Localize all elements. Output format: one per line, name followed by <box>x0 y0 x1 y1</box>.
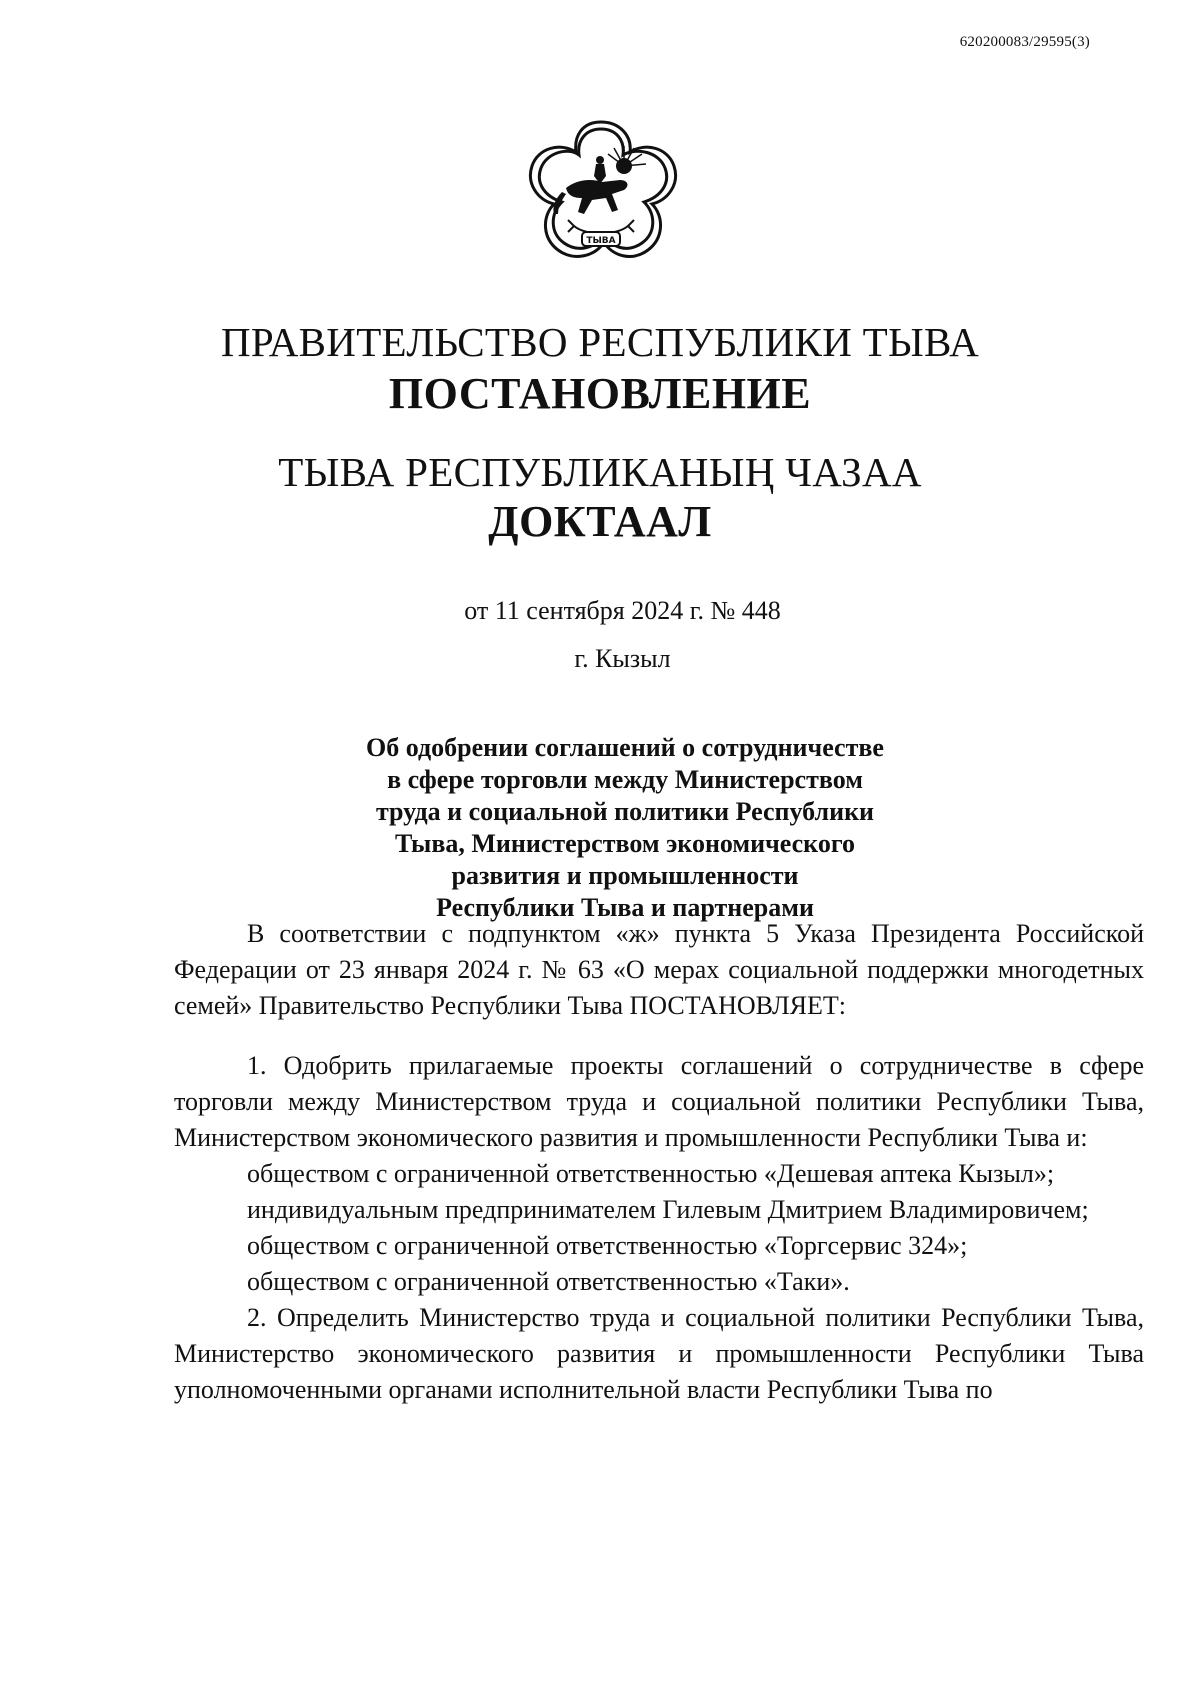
preamble-paragraph <box>174 916 1144 1024</box>
subject-line: Тыва, Министерством экономического <box>395 829 855 858</box>
decree-heading: ПОСТАНОВЛЕНИЕ <box>388 369 812 418</box>
document-id: 620200083/29595(3) <box>959 34 1090 50</box>
decree-subject <box>340 732 910 924</box>
partner-item: обществом с ограниченной ответственностью «Дешевая аптека Кызыл»; <box>247 1159 1055 1188</box>
partner-item: индивидуальным предпринимателем Гилевым Дмитрием Владимировичем; <box>247 1195 1089 1224</box>
government-title: ПРАВИТЕЛЬСТВО РЕСПУБЛИКИ ТЫВА <box>220 319 980 365</box>
decree-city: г. Кызыл <box>574 644 671 673</box>
item-1-paragraph <box>174 1048 1144 1408</box>
subject-line: Об одобрении соглашений о сотрудничестве <box>366 733 884 762</box>
svg-text:ТЫВА: ТЫВА <box>586 236 616 246</box>
partner-item: обществом с ограниченной ответственностью «Таки». <box>247 1267 850 1296</box>
subject-line: развития и промышленности <box>451 861 799 890</box>
subject-line: Республики Тыва и партнерами <box>436 893 814 922</box>
preamble-text: В соответствии с подпунктом «ж» пункта 5 Указа Президента Российской Федерации от 23 января 2024 г. № 63 «О мерах социальной поддержки многодетных семей» Правительство Республики Тыва ПОСТАНОВЛЯЕТ: <box>174 919 1144 1020</box>
government-title-tyvan: ТЫВА РЕСПУБЛИКАНЫҢ ЧАЗАА <box>278 449 922 495</box>
item-1-text: 1. Одобрить прилагаемые проекты соглашений о сотрудничестве в сфере торговли между Министерством труда и социальной политики Республики Тыва, Министерством экономического развития и промышленности Республики Тыва и: <box>174 1051 1144 1152</box>
decree-heading-tyvan: ДОКТААЛ <box>488 497 712 546</box>
decree-date-number: от 11 сентября 2024 г. № 448 <box>464 596 781 625</box>
item-2-text: 2. Определить Министерство труда и социальной политики Республики Тыва, Министерство экономического развития и промышленности Республики Тыва уполномоченными органами исполнительной власти Республики Тыва по <box>174 1303 1144 1404</box>
subject-line: в сфере торговли между Министерством <box>387 765 863 794</box>
partner-item: обществом с ограниченной ответственностью «Торгсервис 324»; <box>247 1231 968 1260</box>
tyva-emblem-icon <box>516 114 686 274</box>
subject-line: труда и социальной политики Республики <box>375 797 875 826</box>
